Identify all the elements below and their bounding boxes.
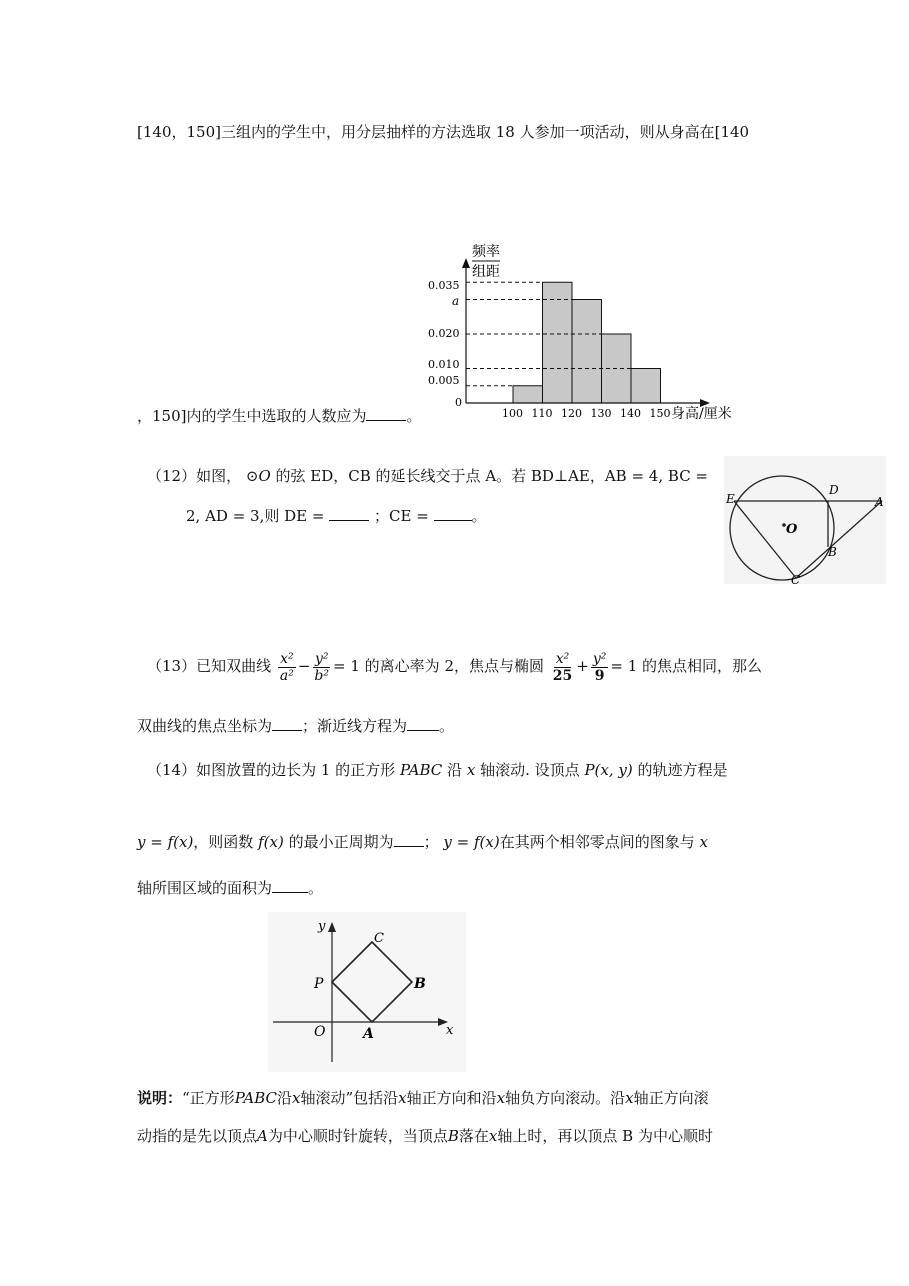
axis-label-y: y bbox=[318, 919, 326, 934]
var-x: x bbox=[625, 1089, 634, 1107]
fraction-denominator: 9 bbox=[594, 667, 605, 684]
function-expr: f(x) bbox=[258, 833, 284, 851]
p14-line1-c: 沿 bbox=[447, 761, 463, 779]
answer-blank bbox=[434, 506, 472, 521]
p14-line3-b: 。 bbox=[308, 879, 324, 897]
point-p-coordinates: P(x, y) bbox=[584, 761, 633, 779]
fraction-denominator: 25 bbox=[552, 667, 573, 684]
p14-line1-a: （14）如图放置的边长为 1 的正方形 bbox=[147, 761, 396, 779]
histogram-bar bbox=[572, 300, 602, 404]
note-label: 说明： bbox=[137, 1089, 183, 1107]
answer-blank bbox=[329, 506, 369, 521]
histogram-xticks bbox=[502, 407, 671, 420]
vertex-label-p: P bbox=[314, 976, 324, 992]
vertex-label-b: B bbox=[414, 976, 426, 992]
note-line2-c: 为中心顺时针旋转，当顶点 bbox=[267, 1127, 448, 1145]
histogram-figure bbox=[420, 240, 750, 425]
p14-line3 bbox=[137, 878, 323, 898]
note-line2-g: 轴上时，再以顶点 B 为中心顺时 bbox=[497, 1127, 713, 1145]
xtick-label: 130 bbox=[590, 407, 612, 420]
point-label-o: O bbox=[786, 522, 798, 537]
point-label-c: C bbox=[791, 573, 801, 584]
var-x: x bbox=[292, 1089, 301, 1107]
vertex-label-c: C bbox=[374, 931, 384, 946]
histogram-bar bbox=[513, 386, 543, 403]
xtick-label: 150 bbox=[649, 407, 671, 420]
point-label-d: D bbox=[829, 483, 839, 497]
ytick-label: a bbox=[452, 294, 460, 308]
p14-line2 bbox=[137, 832, 708, 852]
p11-line2-text: ，150]内的学生中选取的人数应为 bbox=[137, 407, 367, 425]
p12-line2-c: 。 bbox=[471, 507, 487, 525]
ytick-label: 0.010 bbox=[428, 358, 460, 371]
note-line2-e: 落在 bbox=[458, 1127, 489, 1145]
note-line1-c: 沿 bbox=[277, 1089, 293, 1107]
note-line1-i: 轴负方向滚动。沿 bbox=[505, 1089, 626, 1107]
origin-label-o: O bbox=[314, 1024, 326, 1040]
p12-line2-a: 2, AD = 3,则 DE = bbox=[186, 507, 325, 525]
fraction-numerator: y² bbox=[314, 650, 329, 667]
p11-line2 bbox=[137, 406, 422, 426]
xtick-label: 120 bbox=[561, 407, 582, 420]
var-x: x bbox=[488, 1127, 498, 1145]
point-label-a: A bbox=[875, 495, 884, 509]
p14-line3-a: 轴所围区域的面积为 bbox=[137, 879, 273, 897]
p12-line1 bbox=[147, 466, 708, 486]
figure-background bbox=[268, 912, 466, 1072]
note-line2 bbox=[137, 1126, 713, 1146]
p14-line1-g: 的轨迹方程是 bbox=[637, 761, 728, 779]
p13-line2-b: ；渐近线方程为 bbox=[302, 717, 408, 735]
y-axis-arrow bbox=[462, 258, 470, 268]
answer-blank bbox=[407, 716, 439, 731]
p13-line2-a: 双曲线的焦点坐标为 bbox=[137, 717, 273, 735]
fraction-denominator: b² bbox=[314, 667, 329, 684]
xtick-label: 110 bbox=[531, 407, 553, 420]
point-label-e: E bbox=[726, 492, 735, 506]
answer-blank bbox=[272, 878, 308, 893]
p11-line1: [140，150]三组内的学生中，用分层抽样的方法选取 18 人参加一项活动，则从身高在[140 bbox=[137, 123, 750, 141]
square-name: PABC bbox=[399, 761, 443, 779]
xtick-label: 100 bbox=[502, 407, 523, 420]
function-expr: y = f(x) bbox=[443, 833, 500, 851]
vertex-label-a: A bbox=[363, 1026, 374, 1042]
histogram-bar bbox=[543, 282, 573, 403]
ytick-label: 0.005 bbox=[428, 374, 460, 387]
fraction-numerator: x² bbox=[555, 650, 570, 667]
origin-label: 0 bbox=[455, 396, 462, 409]
p12-line2 bbox=[186, 506, 487, 526]
fraction-numerator: x² bbox=[280, 650, 294, 667]
note-line1 bbox=[137, 1088, 709, 1108]
histogram-bars bbox=[513, 282, 661, 403]
circle-figure bbox=[724, 456, 886, 584]
fraction-x2-25 bbox=[551, 651, 574, 684]
circle-o-symbol: ⊙O bbox=[245, 467, 271, 485]
p13-b: 的离心率为 2，焦点与椭圆 bbox=[364, 657, 544, 675]
p13-line2-c: 。 bbox=[439, 717, 455, 735]
xlabel: 身高/厘米 bbox=[671, 406, 732, 422]
var-x: x bbox=[496, 1089, 506, 1107]
answer-blank bbox=[272, 716, 302, 731]
p14-line2-e: ； bbox=[423, 833, 439, 851]
p11-line2-end: 。 bbox=[406, 407, 422, 425]
fraction-y2-9 bbox=[591, 651, 609, 684]
p14-line2-g: 在其两个相邻零点间的图象与 bbox=[499, 833, 695, 851]
p13-c: 的焦点相同，那么 bbox=[642, 657, 763, 675]
ytick-label: 0.020 bbox=[428, 327, 460, 340]
p12-line2-b: ；CE = bbox=[374, 507, 429, 525]
p12-line1-a: （12）如图， bbox=[147, 467, 242, 485]
fraction-y2-b2 bbox=[312, 651, 331, 684]
note-line1-e: 轴滚动”包括沿 bbox=[300, 1089, 399, 1107]
p14-line2-d: 的最小正周期为 bbox=[288, 833, 394, 851]
var-x: x bbox=[466, 761, 476, 779]
note-line1-a: “正方形 bbox=[182, 1089, 235, 1107]
square-name: PABC bbox=[234, 1089, 278, 1107]
plus-sign: + bbox=[576, 657, 589, 675]
vertex-a: A bbox=[257, 1127, 268, 1145]
var-x: x bbox=[398, 1089, 407, 1107]
fraction-numerator: y² bbox=[592, 650, 607, 667]
equals-one: = 1 bbox=[333, 657, 360, 675]
ylabel-top: 频率 bbox=[472, 244, 500, 260]
var-x: x bbox=[699, 833, 708, 851]
p14-line2-b: ，则函数 bbox=[193, 833, 254, 851]
fraction-denominator: a² bbox=[279, 667, 294, 684]
fraction-x2-a2 bbox=[278, 651, 296, 684]
p13-a: （13）已知双曲线 bbox=[147, 657, 272, 675]
vertex-b: B bbox=[447, 1127, 459, 1145]
square-figure bbox=[268, 912, 466, 1072]
histogram-bar bbox=[631, 369, 661, 404]
answer-blank bbox=[366, 406, 406, 421]
equals-one: = 1 bbox=[610, 657, 638, 675]
p14-line1 bbox=[147, 760, 728, 780]
p13-line1 bbox=[147, 648, 762, 684]
function-expr: y = f(x) bbox=[137, 833, 194, 851]
note-line2-a: 动指的是先以顶点 bbox=[137, 1127, 258, 1145]
xtick-label: 140 bbox=[620, 407, 641, 420]
ytick-label: 0.035 bbox=[428, 279, 460, 292]
point-label-b: B bbox=[828, 545, 837, 559]
note-line1-k: 轴正方向滚 bbox=[633, 1089, 709, 1107]
note-line1-g: 轴正方向和沿 bbox=[406, 1089, 497, 1107]
ylabel-bottom: 组距 bbox=[472, 264, 500, 280]
axis-label-x: x bbox=[446, 1023, 454, 1038]
p14-line1-e: 轴滚动. 设顶点 bbox=[480, 761, 580, 779]
p12-line1-c: 的弦 ED，CB 的延长线交于点 A。若 BD⊥AE，AB = 4, BC = bbox=[275, 467, 709, 485]
p13-line2 bbox=[137, 716, 454, 736]
answer-blank bbox=[394, 832, 424, 847]
minus-sign: − bbox=[297, 657, 311, 675]
